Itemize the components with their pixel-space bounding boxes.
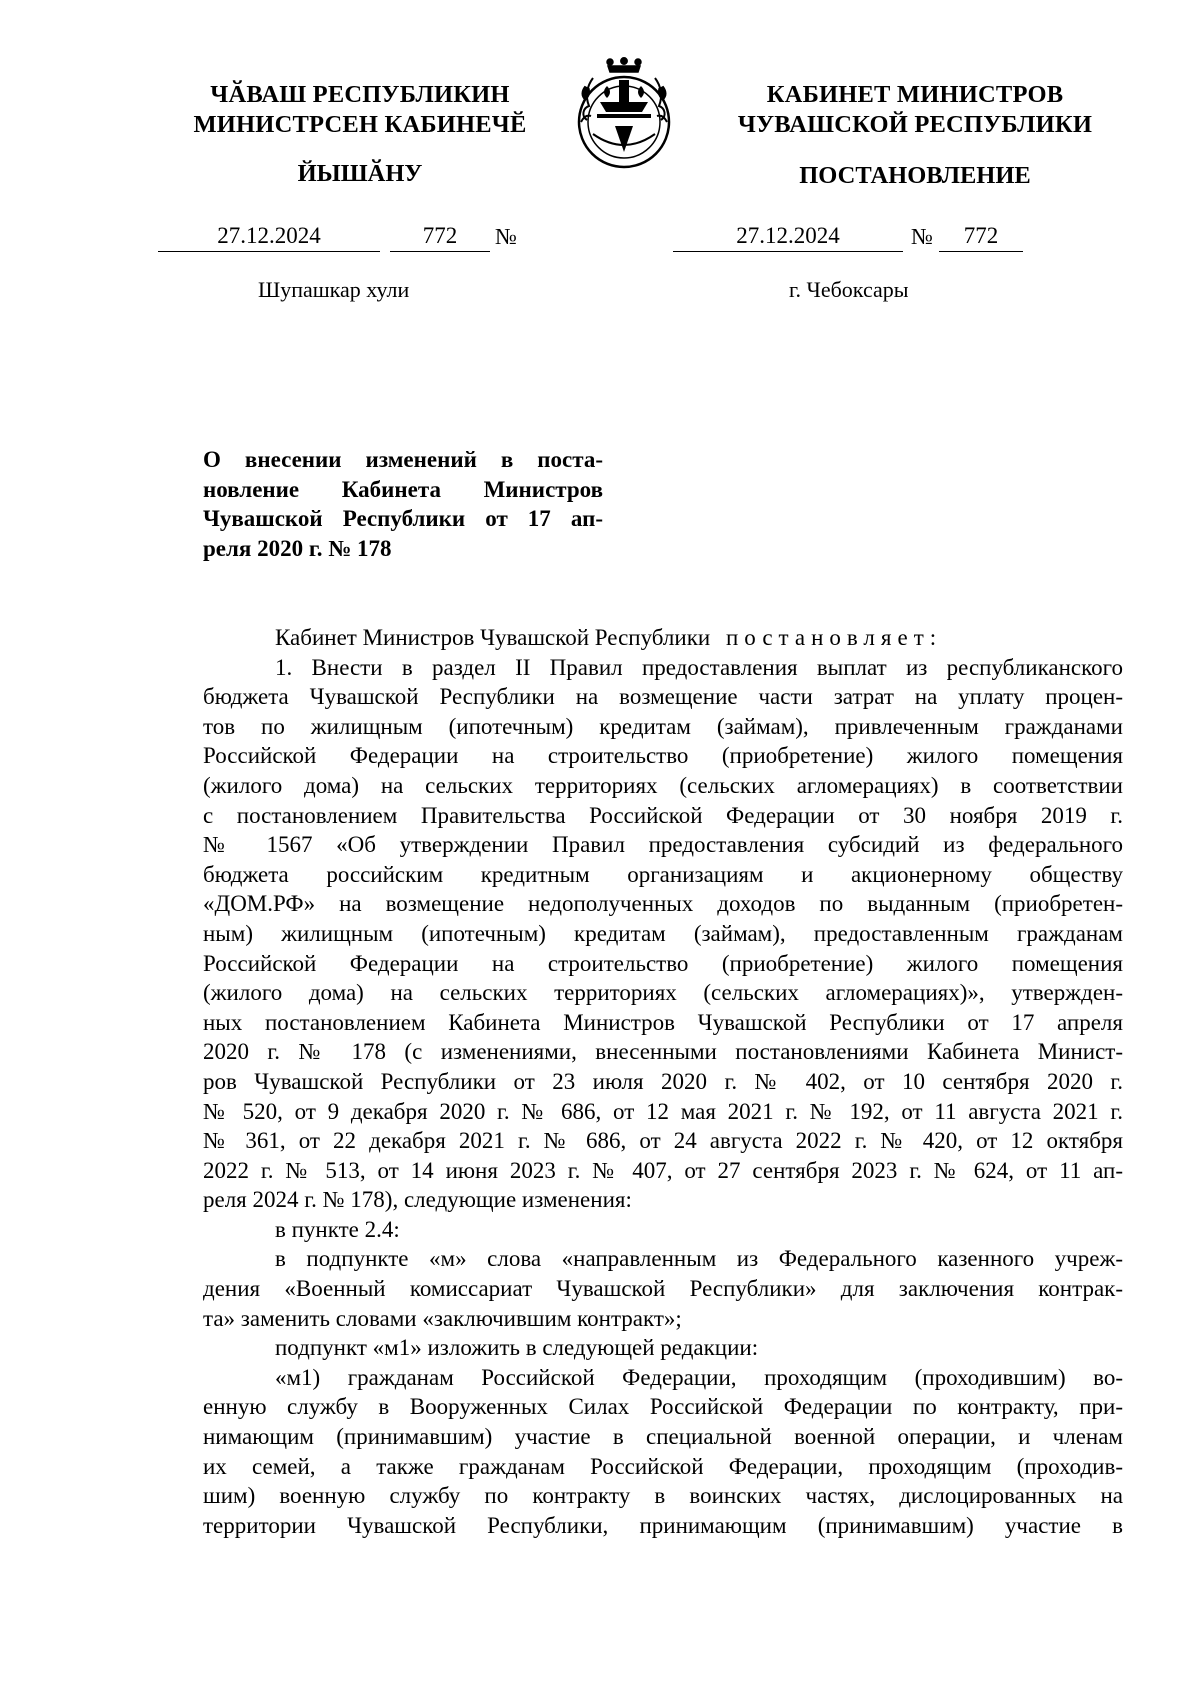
- body-line: бюджета российским кредитным организациям и акционерному обществу: [203, 861, 1123, 887]
- body-line: № 1567 «Об утверждении Правил предоставления субсидий из федерального: [203, 832, 1123, 858]
- header-left: [150, 80, 570, 140]
- body-line: та» заменить словами «заключившим контракт»;: [203, 1305, 682, 1331]
- header-right: [690, 80, 1140, 140]
- subject-line: Чувашской Республики от 17 ап-: [203, 506, 603, 531]
- body-line: шим) военную службу по контракту в воинских частях, дислоцированных на: [203, 1483, 1123, 1509]
- doctype-right: ПОСТАНОВЛЕНИЕ: [799, 162, 1031, 189]
- right-number-sign: №: [911, 224, 933, 249]
- body-line: 1. Внести в раздел II Правил предоставления выплат из республиканского: [275, 654, 1123, 680]
- header-right-line2: ЧУВАШСКОЙ РЕСПУБЛИКИ: [737, 111, 1093, 138]
- body-line: территории Чувашской Республики, принимающим (принимавшим) участие в: [203, 1512, 1123, 1538]
- body-line: Российской Федерации на строительство (приобретение) жилого помещения: [203, 950, 1123, 976]
- left-date-field: [158, 225, 380, 252]
- right-number: 772: [963, 223, 999, 248]
- body-line: ным) жилищным (ипотечным) кредитам (займам), предоставленным гражданам: [203, 920, 1123, 946]
- preamble-lead: Кабинет Министров Чувашской Республики: [275, 625, 711, 650]
- body-line: в пункте 2.4:: [275, 1216, 400, 1242]
- body-line: их семей, а также гражданам Российской Федерации, проходящим (проходив-: [203, 1453, 1123, 1479]
- body-line: ров Чувашской Республики от 23 июля 2020 г. № 402, от 10 сентября 2020 г.: [203, 1068, 1123, 1094]
- body-line: дения «Военный комиссариат Чувашской Республики» для заключения контрак-: [203, 1276, 1123, 1302]
- right-number-line: [673, 222, 1033, 252]
- body-line: «ДОМ.РФ» на возмещение недополученных доходов по выданным (приобретен-: [203, 891, 1123, 917]
- doctype-left: ЙЫШӐНУ: [297, 160, 423, 187]
- body-line: енную службу в Вооруженных Силах Российской Федерации по контракту, при-: [203, 1394, 1123, 1420]
- subject-line: реля 2020 г. № 178: [203, 535, 392, 561]
- right-city: г. Чебоксары: [789, 277, 909, 302]
- coat-of-arms-icon: [563, 56, 685, 176]
- body-line: бюджета Чувашской Республики на возмещение части затрат на уплату процен-: [203, 684, 1123, 710]
- body-line: в подпункте «м» слова «направленным из Федерального казенного учреж-: [275, 1246, 1123, 1272]
- left-number: 772: [422, 223, 458, 248]
- preamble: [203, 623, 1123, 653]
- right-date-field: [673, 225, 903, 252]
- body-line: (жилого дома) на сельских территориях (сельских агломерациях) в соответствии: [203, 772, 1123, 798]
- body-line: Российской Федерации на строительство (приобретение) жилого помещения: [203, 743, 1123, 769]
- right-date: 27.12.2024: [736, 223, 840, 248]
- body-line: реля 2024 г. № 178), следующие изменения:: [203, 1187, 632, 1213]
- subject-line: новление Кабинета Министров: [203, 476, 603, 502]
- left-number-line: [158, 222, 528, 252]
- subject-block: [203, 445, 603, 563]
- body-text: [203, 623, 1123, 1540]
- body-line: подпункт «м1» изложить в следующей редакции:: [275, 1335, 759, 1361]
- body-line: (жилого дома) на сельских территориях (сельских агломерациях)», утвержден-: [203, 980, 1123, 1006]
- body-line: 2020 г. № 178 (с изменениями, внесенными постановлениями Кабинета Минист-: [203, 1039, 1123, 1065]
- subject-line: О внесении изменений в поста-: [203, 447, 603, 472]
- right-number-field: [939, 225, 1023, 252]
- left-number-sign: №: [495, 224, 517, 249]
- body-line: нимающим (принимавшим) участие в специальной военной операции, и членам: [203, 1424, 1123, 1450]
- body-line: № 520, от 9 декабря 2020 г. № 686, от 12 мая 2021 г. № 192, от 11 августа 2021 г.: [203, 1098, 1123, 1124]
- left-city: Шупашкар хули: [258, 277, 410, 302]
- header-left-line2: МИНИСТРСЕН КАБИНЕЧӖ: [193, 111, 527, 138]
- body-line: тов по жилищным (ипотечным) кредитам (займам), привлеченным гражданами: [203, 713, 1123, 739]
- left-date: 27.12.2024: [217, 223, 321, 248]
- header-left-line1: ЧӐВАШ РЕСПУБЛИКИН: [210, 81, 510, 108]
- header-right-line1: КАБИНЕТ МИНИСТРОВ: [766, 81, 1064, 108]
- left-number-field: [390, 225, 490, 252]
- body-line: ных постановлением Кабинета Министров Чувашской Республики от 17 апреля: [203, 1009, 1123, 1035]
- body-line: № 361, от 22 декабря 2021 г. № 686, от 24 августа 2022 г. № 420, от 12 октября: [203, 1128, 1123, 1154]
- body-line: с постановлением Правительства Российской Федерации от 30 ноября 2019 г.: [203, 802, 1123, 828]
- body-line: «м1) гражданам Российской Федерации, проходящим (проходившим) во-: [275, 1364, 1123, 1390]
- preamble-verb: постановляет:: [725, 625, 943, 650]
- body-line: 2022 г. № 513, от 14 июня 2023 г. № 407, от 27 сентября 2023 г. № 624, от 11 ап-: [203, 1157, 1123, 1183]
